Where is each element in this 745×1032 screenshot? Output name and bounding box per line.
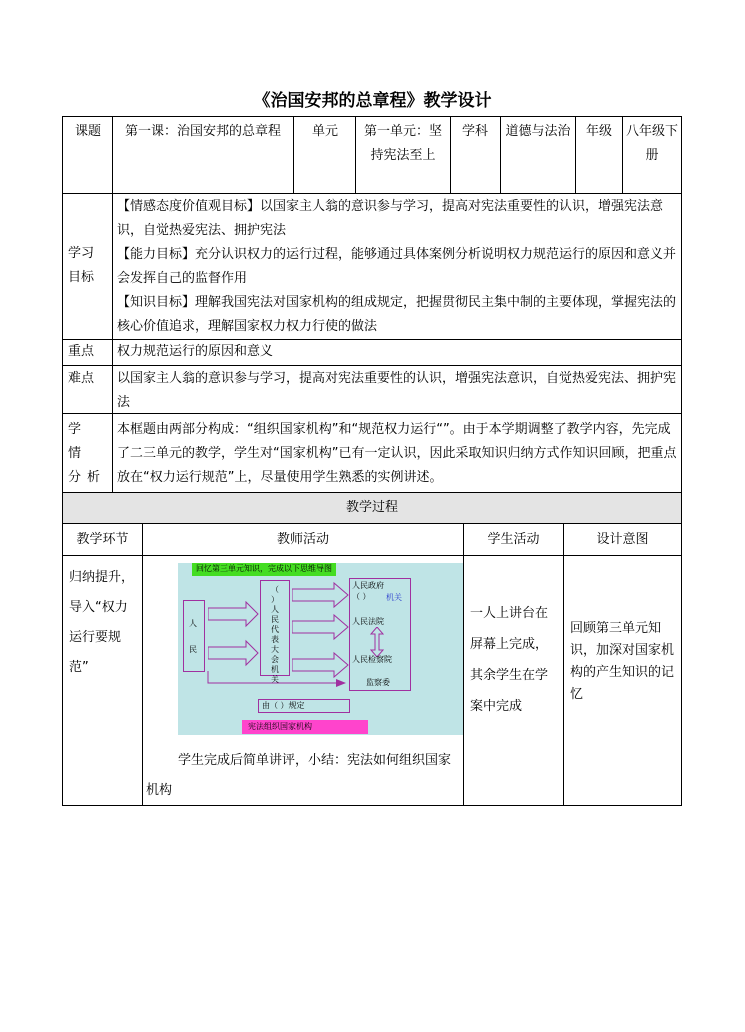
grade-label: 年级 <box>585 124 612 139</box>
diagram-footer: 宪法组织国家机构 <box>242 720 368 734</box>
diagram-banner: 回忆第三单元知识，完成以下思维导图 <box>192 563 336 576</box>
column-student: 学生活动 <box>487 532 540 547</box>
objectives-label: 学习目标 <box>68 246 95 285</box>
document-title: 《治国安邦的总章程》教学设计 <box>253 91 492 111</box>
arrow-people-npc <box>208 601 260 671</box>
student-activity: 一人上讲台在屏幕上完成，其余学生在学案中完成 <box>470 606 549 714</box>
topic-value: 第一课：治国安邦的总章程 <box>124 124 281 139</box>
double-arrow <box>370 627 384 657</box>
procuratorate-label: 人民检察院 <box>352 655 392 664</box>
gov-blank: （ ） <box>352 592 371 601</box>
bottom-arrow <box>206 671 351 701</box>
design-intent: 回顾第三单元知识，加深对国家机构的产生知识的记忆 <box>570 621 675 702</box>
npc-label: （ ）人民代表大会机关 <box>271 585 279 684</box>
rule-box <box>258 699 350 713</box>
stage-text: 归纳提升，导入“权力运行要规范” <box>69 570 135 675</box>
supervision-label: 监察委 <box>366 678 390 687</box>
difficulty-label: 难点 <box>68 371 95 386</box>
analysis-label: 学 情 分析 <box>68 422 107 485</box>
column-stage: 教学环节 <box>76 532 129 547</box>
key-point-label: 重点 <box>68 344 95 359</box>
mind-map-diagram <box>178 563 463 735</box>
subject-label: 学科 <box>461 124 488 139</box>
unit-label: 单元 <box>311 124 338 139</box>
topic-label: 课题 <box>74 124 101 139</box>
difficulty-value: 以国家主人翁的意识参与学习，提高对宪法重要性的认识，增强宪法意识，自觉热爱宪法、拥护宪法 <box>117 371 677 410</box>
process-title: 教学过程 <box>63 493 681 523</box>
teacher-note: 学生完成后简单讲评，小结：宪法如何组织国家机构 <box>146 753 452 798</box>
gov-suffix: 机关 <box>386 593 402 602</box>
column-teacher: 教师活动 <box>276 532 329 547</box>
analysis-value: 本框题由两部分构成：“组织国家机构”和“规范权力运行“”。由于本学期调整了教学内容，先完成了二三单元的教学，学生对“国家机构”已有一定认识，因此采取知识归纳方式作知识回顾，把重点放在“权力运行规范”上，尽量使用学生熟悉的实例讲述。 <box>117 422 677 485</box>
subject-value: 道德与法治 <box>505 124 571 139</box>
key-point-value: 权力规范运行的原因和意义 <box>117 344 274 359</box>
npc-box <box>260 580 290 684</box>
people-box <box>183 600 205 672</box>
objectives-content <box>117 195 678 339</box>
state-organs-box <box>349 578 411 691</box>
objective-ability: 【能力目标】充分认识权力的运行过程，能够通过具体案例分析说明权力规范运行的原因和意义并会发挥自己的监督作用 <box>117 247 677 286</box>
objective-emotion: 【情感态度价值观目标】以国家主人翁的意识参与学习，提高对宪法重要性的认识，增强宪法意识，自觉热爱宪法、拥护宪法 <box>117 199 664 238</box>
court-label: 人民法院 <box>352 617 384 626</box>
unit-value: 第一单元：坚持宪法至上 <box>363 124 442 163</box>
column-intent: 设计意图 <box>596 532 649 547</box>
rule-label: 由（ ）规定 <box>262 701 305 710</box>
grade-value: 八年级下册 <box>626 124 679 163</box>
objective-knowledge: 【知识目标】理解我国宪法对国家机构的组成规定，把握贯彻民主集中制的主要体现，掌握宪法的核心价值追求，理解国家权力权力行使的做法 <box>117 295 677 334</box>
gov-label: 人民政府 <box>352 581 384 590</box>
people-label: 人民 <box>189 619 197 654</box>
